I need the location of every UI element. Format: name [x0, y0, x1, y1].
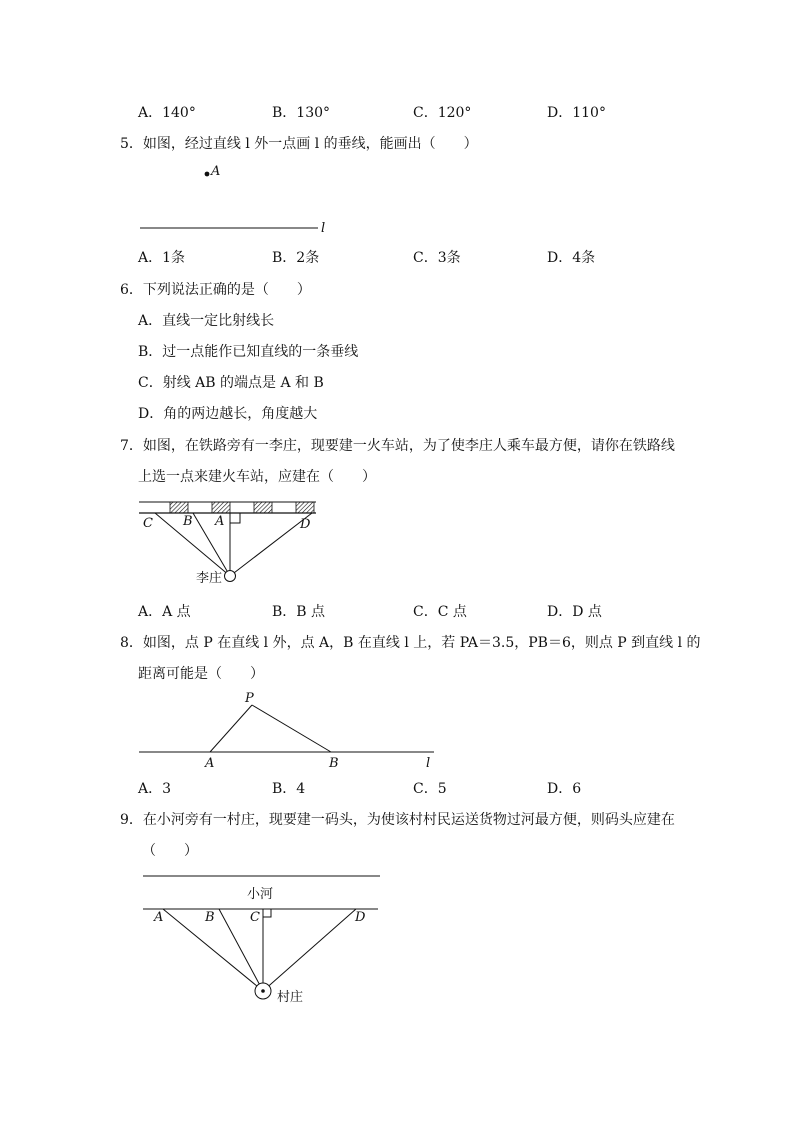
q7-label-d: D [300, 517, 311, 532]
q8-stem-line1: 8．如图，点 P 在直线 l 外，点 A，B 在直线 l 上，若 PA＝3.5，PB＝6，则点 P 到直线 l 的 [120, 635, 701, 651]
q8-label-p: P [245, 691, 254, 706]
q4-option-d: D．110° [547, 105, 606, 121]
q7-stem-line2: 上选一点来建火车站，应建在（ ） [138, 469, 376, 485]
q5-option-b: B．2条 [272, 250, 320, 266]
q8-label-l: l [426, 756, 431, 771]
q9-village-dot [261, 989, 265, 993]
q6-choice-b: B．过一点能作已知直线的一条垂线 [138, 344, 359, 360]
q6-choice-d: D．角的两边越长，角度越大 [138, 406, 318, 422]
q8-option-d: D．6 [547, 781, 582, 797]
q9-label-b: B [205, 910, 215, 925]
q7-label-a: A [215, 514, 225, 529]
q7-label-village: 李庄 [196, 571, 223, 586]
q9-label-c: C [250, 910, 260, 925]
q5-option-c: C．3条 [413, 250, 461, 266]
q5-option-a: A．1条 [138, 250, 186, 266]
q6-choice-a: A．直线一定比射线长 [138, 313, 275, 329]
q8-stem-line2: 距离可能是（ ） [138, 666, 264, 682]
q5-stem: 5．如图，经过直线 l 外一点画 l 的垂线，能画出（ ） [120, 136, 478, 152]
q4-option-c: C．120° [413, 105, 472, 121]
q8-label-a: A [205, 756, 215, 771]
q6-stem: 6．下列说法正确的是（ ） [120, 282, 311, 298]
q9-stem-line1: 9．在小河旁有一村庄，现要建一码头，为使该村村民运送货物过河最方便，则码头应建在 [120, 812, 675, 828]
q7-option-c: C．C 点 [413, 604, 467, 620]
q9-segment-d [263, 909, 356, 991]
q8-option-b: B．4 [272, 781, 306, 797]
q4-option-a: A．140° [138, 105, 196, 121]
q7-label-c: C [143, 516, 153, 531]
q9-label-village: 村庄 [277, 990, 304, 1005]
q8-option-c: C．5 [413, 781, 447, 797]
q4-option-b: B．130° [272, 105, 331, 121]
q7-label-b: B [183, 514, 193, 529]
q7-stem-line1: 7．如图，在铁路旁有一李庄，现要建一火车站，为了使李庄人乘车最方便，请你在铁路线 [120, 438, 675, 454]
q9-stem-line2: （ ） [142, 843, 198, 859]
q5-option-d: D．4条 [547, 250, 596, 266]
q9-label-a: A [154, 910, 164, 925]
q6-choice-c: C．射线 AB 的端点是 A 和 B [138, 375, 324, 391]
q9-label-d: D [355, 910, 366, 925]
q5-label-a: A [211, 164, 221, 179]
q5-label-l: l [321, 221, 326, 236]
q8-option-a: A．3 [138, 781, 172, 797]
q9-label-river: 小河 [247, 887, 274, 902]
q7-option-a: A．A 点 [138, 604, 191, 620]
q8-label-b: B [329, 756, 339, 771]
q9-right-angle-mark [263, 909, 271, 917]
q7-option-b: B．B 点 [272, 604, 326, 620]
q7-option-d: D．D 点 [547, 604, 602, 620]
